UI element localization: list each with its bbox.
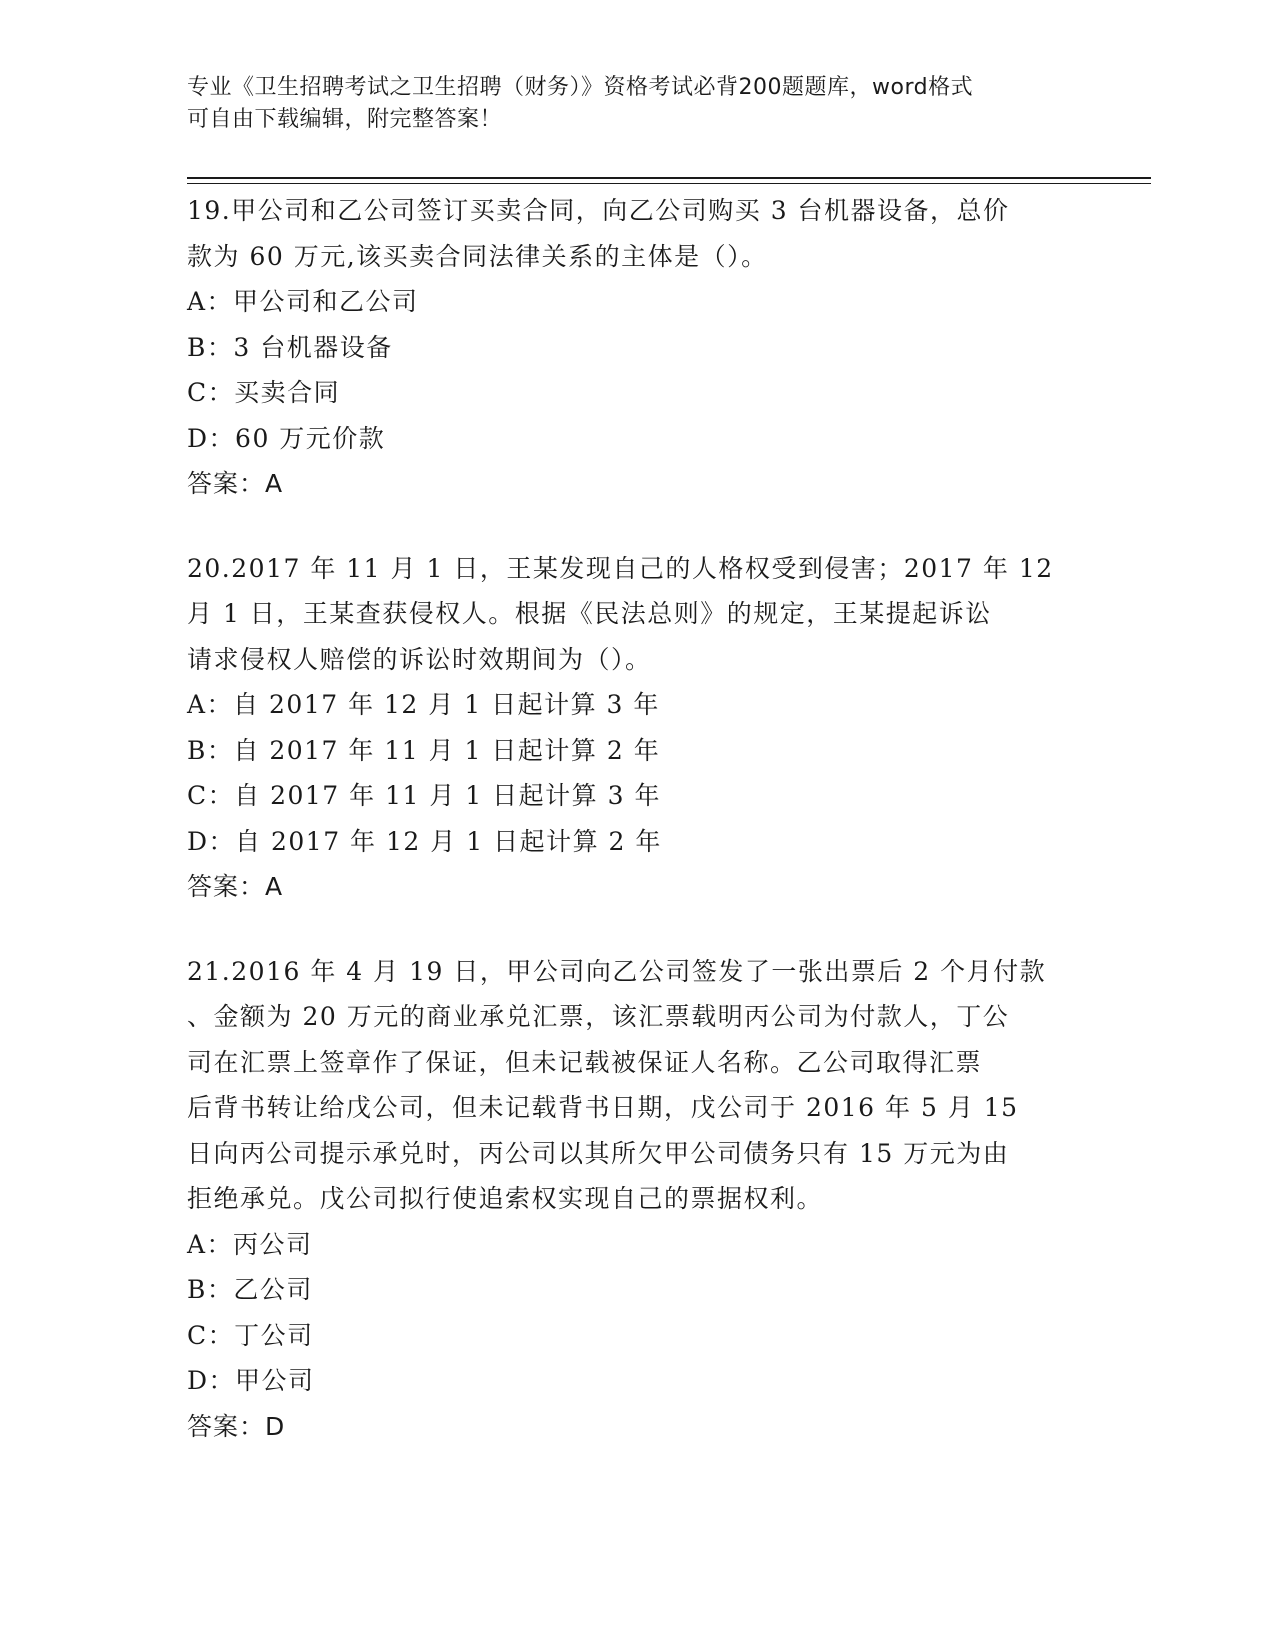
option-d: D：甲公司 — [187, 1366, 315, 1395]
option-c: C：自 2017 年 11 月 1 日起计算 3 年 — [187, 781, 661, 810]
question-text: 月 1 日，王某查获侵权人。根据《民法总则》的规定，王某提起诉讼 — [187, 599, 992, 628]
header-line: 专业《卫生招聘考试之卫生招聘（财务）》资格考试必背200题题库，word格式 — [187, 75, 974, 100]
option-c: C：丁公司 — [187, 1320, 314, 1350]
header-divider-thin — [187, 183, 1151, 184]
question-spacer — [187, 507, 1067, 546]
option-d: D：自 2017 年 12 月 1 日起计算 2 年 — [187, 826, 662, 856]
header-line: 可自由下载编辑，附完整答案！ — [187, 107, 503, 132]
option-c: C：买卖合同 — [187, 378, 341, 407]
question-text: 后背书转让给戊公司，但未记载背书日期，戊公司于 2016 年 5 月 15 — [187, 1093, 1019, 1122]
header-divider — [187, 177, 1151, 179]
option-a: A：自 2017 年 12 月 1 日起计算 3 年 — [187, 690, 660, 719]
question-block — [187, 949, 1067, 1450]
option-b: B：自 2017 年 11 月 1 日起计算 2 年 — [187, 735, 661, 765]
question-text: 拒绝承兑。戊公司拟行使追索权实现自己的票据权利。 — [187, 1184, 824, 1213]
answer-line: 答案：A — [187, 872, 284, 901]
question-text: 21.2016 年 4 月 19 日，甲公司向乙公司签发了一张出票后 2 个月付款 — [187, 956, 1047, 986]
option-d: D：60 万元价款 — [187, 423, 386, 453]
question-text: 款为 60 万元,该买卖合同法律关系的主体是（）。 — [187, 241, 768, 271]
question-text: 、金额为 20 万元的商业承兑汇票，该汇票载明丙公司为付款人，丁公 — [187, 1002, 1010, 1031]
option-a: A：甲公司和乙公司 — [187, 287, 419, 316]
option-b: B：3 台机器设备 — [187, 332, 393, 362]
question-list — [187, 188, 1067, 1449]
option-b: B：乙公司 — [187, 1275, 313, 1304]
option-a: A：丙公司 — [187, 1229, 313, 1259]
question-text: 日向丙公司提示承兑时，丙公司以其所欠甲公司债务只有 15 万元为由 — [187, 1138, 1010, 1168]
question-block — [187, 188, 1067, 507]
question-block — [187, 546, 1067, 910]
question-text: 20.2017 年 11 月 1 日，王某发现自己的人格权受到侵害；2017 年 12 — [187, 553, 1054, 583]
question-text: 请求侵权人赔偿的诉讼时效期间为（）。 — [187, 644, 652, 674]
question-spacer — [187, 910, 1067, 949]
question-text: 司在汇票上签章作了保证，但未记载被保证人名称。乙公司取得汇票 — [187, 1047, 983, 1077]
question-text: 19.甲公司和乙公司签订买卖合同，向乙公司购买 3 台机器设备，总价 — [187, 196, 1010, 225]
answer-line: 答案：D — [187, 1411, 286, 1441]
document-header — [187, 72, 1067, 136]
answer-line: 答案：A — [187, 469, 284, 498]
